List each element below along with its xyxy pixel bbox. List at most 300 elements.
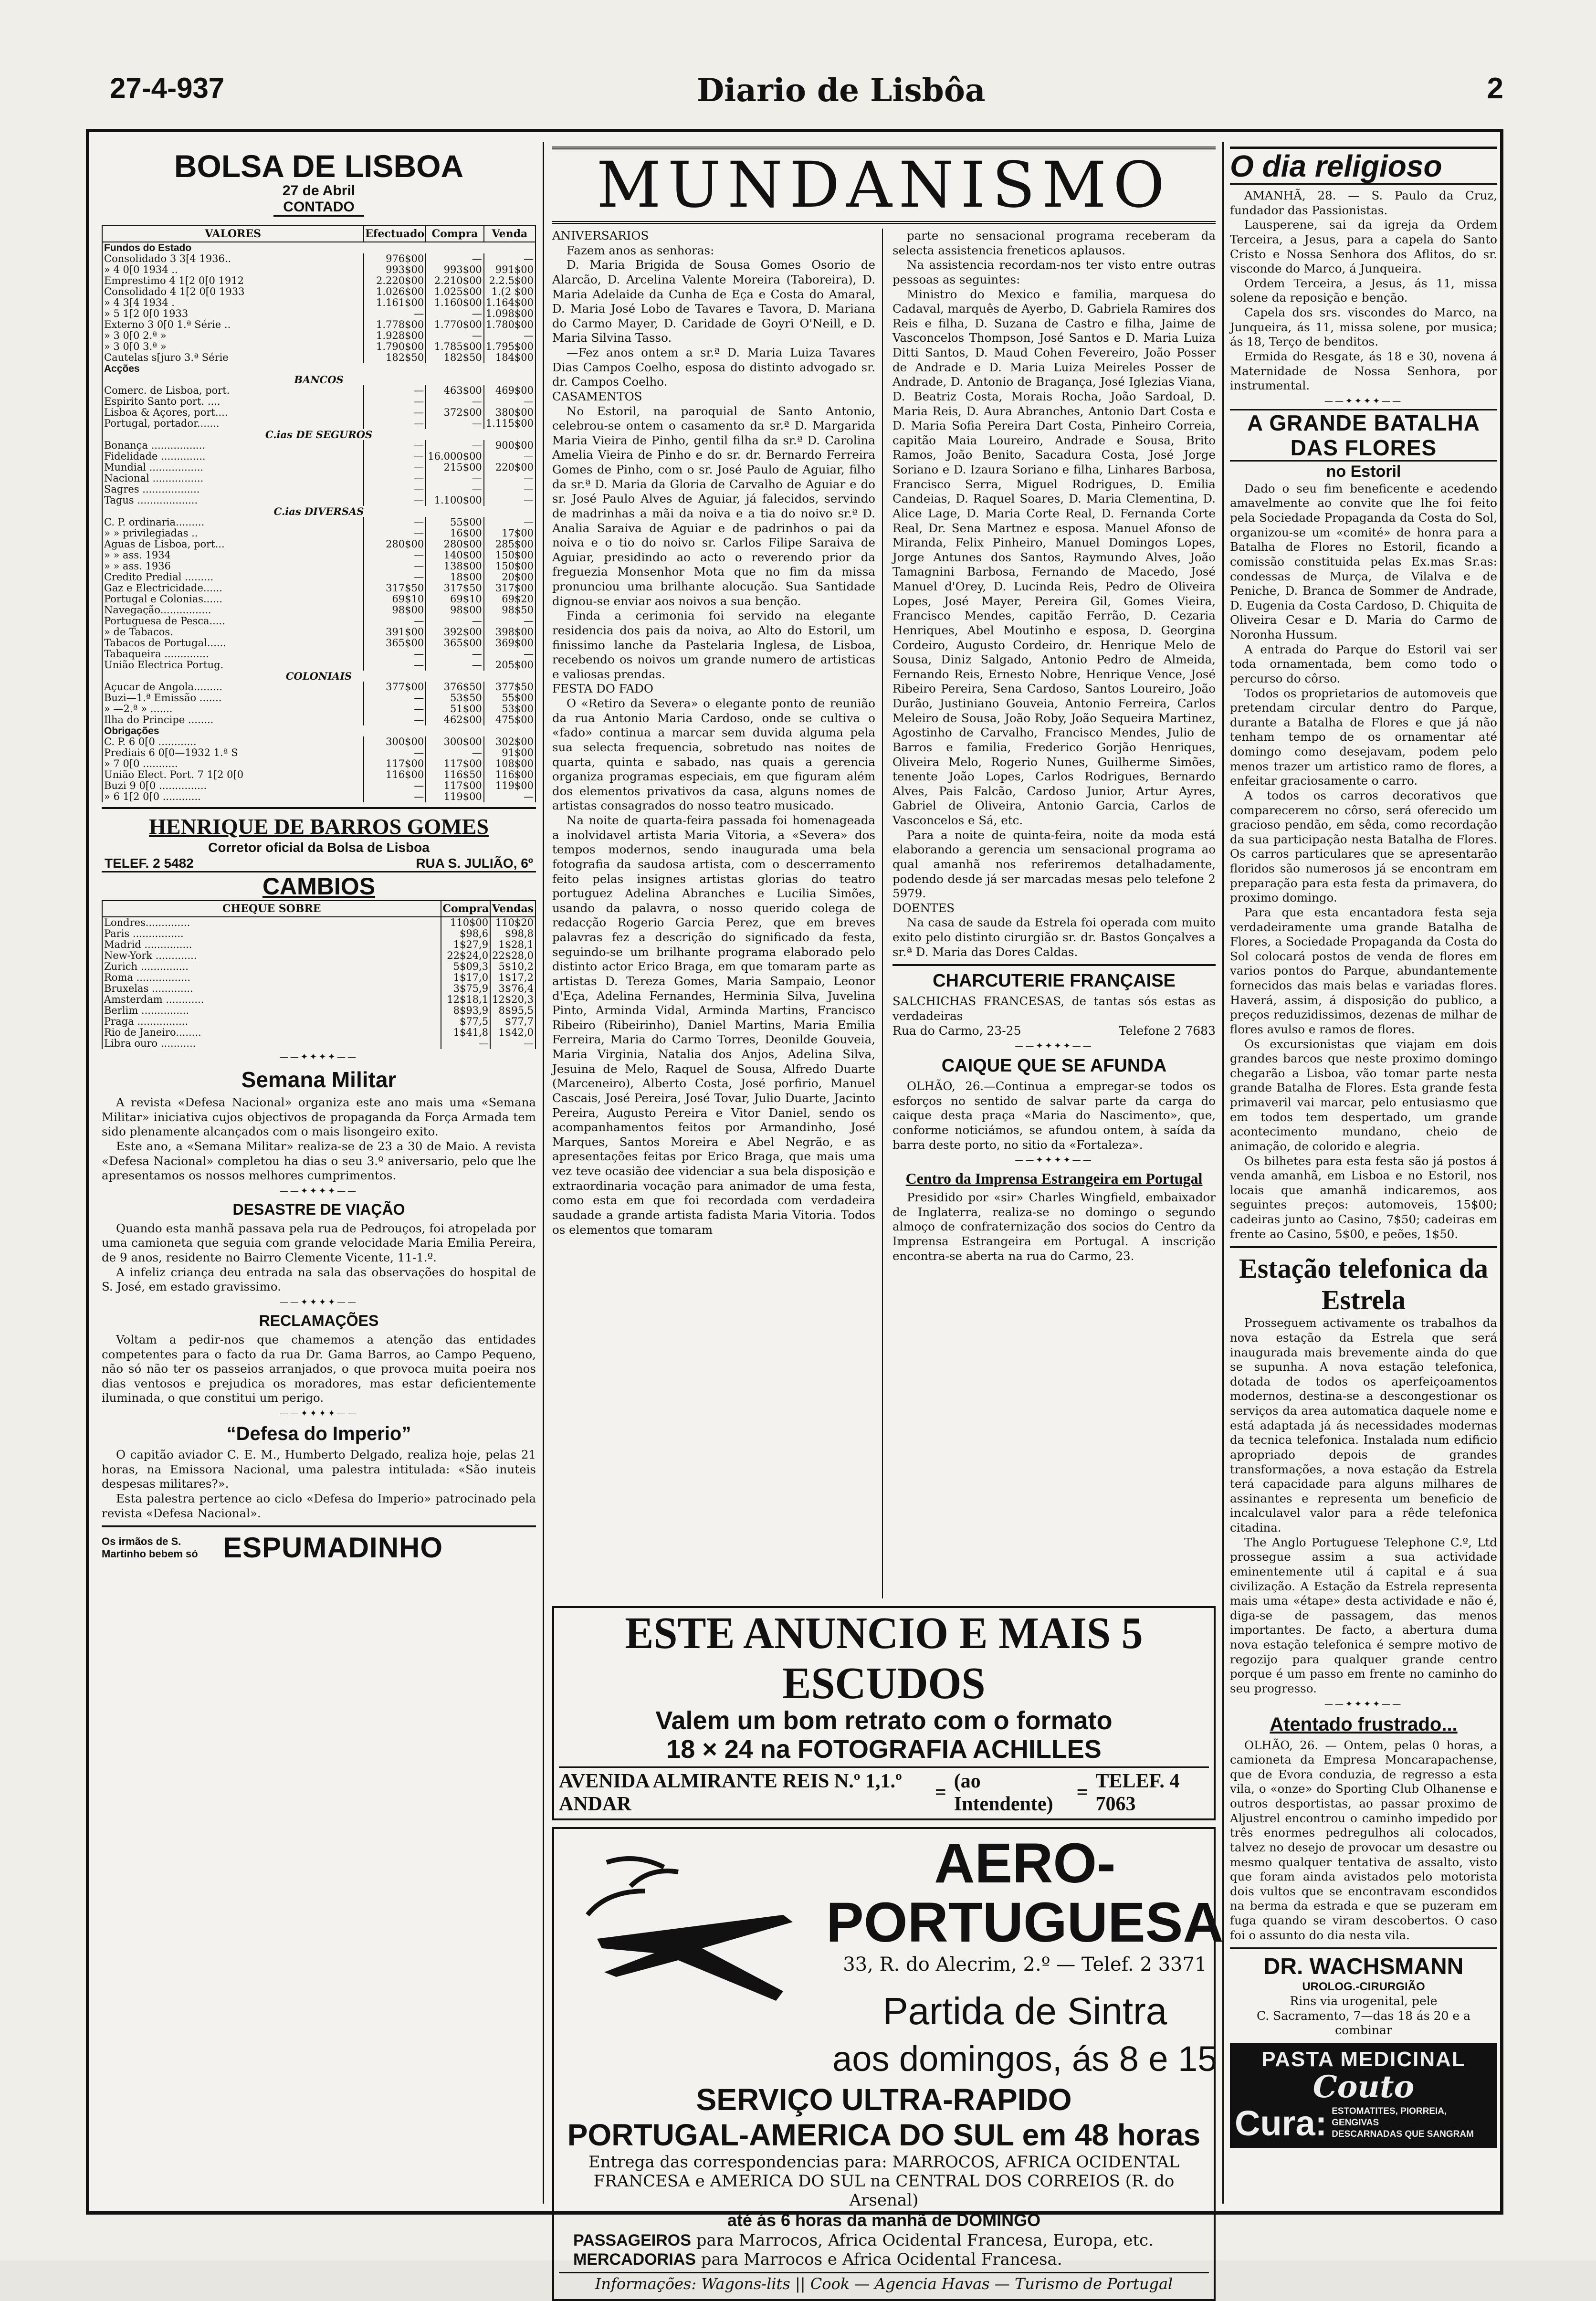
bolsa-kind: CONTADO (273, 199, 364, 217)
table-cell: — (484, 330, 536, 341)
table-cell: 365$00 (364, 638, 426, 649)
table-cell: Zurich ............... (102, 961, 441, 972)
religioso-body (1230, 189, 1497, 393)
bolsa-title: BOLSA DE LISBOA (174, 148, 464, 184)
bolsa-group-name: COLONIAIS (102, 671, 536, 682)
table-cell: — (364, 561, 426, 572)
table-cell: Amsterdam ............ (102, 994, 441, 1005)
article-paragraph: Para a noite de quinta-feira, noite da moda está elaborando a gerencia um sensacional programa ao qual amanhã nos referiremos detalhadamente, podendo desde já ser marcadas mesas pelo telefone 2 5979. (892, 828, 1216, 901)
aero-name: AERO-PORTUGUESA (826, 1832, 1224, 1954)
centro-title: Centro da Imprensa Estrangeira em Portugal (905, 1170, 1203, 1187)
table-cell: C. P. 6 0[0 ............ (102, 736, 364, 747)
airplane-icon (559, 1834, 826, 2058)
semana-title: Semana Militar (241, 1067, 397, 1092)
table-cell: 53$50 (426, 693, 484, 704)
table-cell: — (484, 616, 536, 627)
table-row (102, 747, 536, 758)
table-cell: 22$28,0 (490, 950, 536, 961)
table-cell: » » privilegiadas .. (102, 528, 364, 539)
column-right: O dia religioso AMANHÃ, 28. — S. Paulo da Cruz, fundador das Passionistas. Lausperene, sai da igreja da Ordem Terceira, a Jesus, para a capela do Santo Cristo e Nossa Senhora dos Aflitos, do sr. visconde do Marco, á Junqueira. Ordem Terceira, a Jesus, ás 11, missa solene da reposição e benção. Capela dos srs. viscondes do Marco, na Junqueira, ás 11, missa solene, por musica; ás 18, Terço de benditos. Ermida do Resgate, ás 18 e 30, novena á Maternidade de Nossa Senhora, por instrumental. ——✦✦✦✦—— A GRANDE BATALHA DAS FLORES no Estoril Dado o seu fim beneficente e acedendo amavelmente ao convite que lhe foi feito pela Sociedade Propaganda da Costa do Sol, organizou-se um «comité» de honra para a Batalha de Flores no Estoril, ficando a comissão constituida pelas Ex.mas Sr.as: condessas de Murça, de Vilalva e de Peniche, D. Branca de Sommer de Andrade, D. Eugenia da Costa Cardoso, D. Chiquita de Oliveira Cesar e D. Maria do Carmo de Noronha Hussum. A entrada do Parque do Estoril vai ser toda ornamentada, bem como todo o percurso do côrso. Todos os proprietarios de automoveis que pretendam circular dentro do Parque, durante a Batalha de Flores e que já não tenham tempo de os ornamentar até domingo como desejavam, podem pelo menos trazer um artistico ramo de flores, a enfeitar graciosamente o carro. A todos os carros decorativos que comparecerem no côrso, será oferecido um gracioso pendão, em sêda, como recordação da sua participação nesta Batalha de Flores. Os carros particulares que se apresentarão floridos são numerosos já se encontram em preparação para esta festa da primavera, do proximo domingo. Para que esta encantadora festa seja verdadeiramente uma grande Batalha de Flores, a Sociedade Propaganda da Costa do Sol colocará postos de venda de flores em varios pontos do Parque, abundantemente fornecidos das mais belas e variadas flores. Haverá, assim, á disposição do publico, a preços reduzidissimos, dezenas de milhar de flores avulso e ramos de flores. Os excursionistas que viajam em dois grandes barcos que neste proximo domingo chegarão a Lisboa, vão tomar parte nesta grande Batalha de Flores. Esta grande festa primaveril vai marcar, pelo entusiasmo que em todos tem despertado, um grande acontecimento mundano, cheio de animação, de colorido e alegria. Os bilhetes para esta festa são já postos á venda amanhã, em Lisboa e no Estoril, nos locais que amanhã indicaremos, aos seguintes preços: automoveis, 15$00; cadeiras junto ao Casino, 7$50; cadeiras em frente ao Casino, 5$00, e peões, 1$50. Estação telefonica da Estrela Prosseguem activamente os trabalhos da nova estação da Estrela que será inaugurada mais brevemente ainda do que se supunha. A nova estação telefonica, dotada de todos os aperfeiçoamentos modernos, destina-se a descongestionar os serviços da area automatica daquele nome e está adaptada já ás necessidades modernas da tecnica telefonica. Instalada num edificio apropriado depois de grandes transformações, a nova estação da Estrela terá capacidade para alguns milhares de assinantes e representa um beneficio de incalculavel valor para a rêde telefonica citadina. The Anglo Portuguese Telephone C.º, Ltd prossegue assim a sua actividade eminentemente util á capital e á sua civilização. A Estação da Estrela representa mais uma «étape» desta actividade e não é, diga-se de passagem, das menos importantes. De facto, a abertura duma nova estação telefonica é sempre motivo de regozijo para qualquer grande centro porque é um passo em frente no caminho do seu progresso. ——✦✦✦✦—— Atentado frustrado... OLHÃO, 26. — Ontem, pelas 0 horas, a camioneta da Empresa Moncarapachense, que de Evora conduzia, de regresso a esta vila, o «onze» do Sporting Club Olhanense e outros desportistas, ao passar proximo de Aljustrel encontrou o caminho impedido por três enormes pedregulhos ali colocados, talvez no desejo de provocar um desastre ou mesmo qualquer tentativa de assalto, visto que foram ainda avistados pelo motorista dois vultos que se encontravam escondidos na berma da estrada e que se puzeram em fuga quando se viram descobertos. O caso foi o assunto do dia nesta vila. DR. WACHSMANN UROLOG.-CIRURGIÃO Rins via urogenital, pele C. Sacramento, 7—das 18 ás 20 e a combinar PASTA MEDICINAL Couto Cura: ESTOMATITES, PIORREIA, GENGIVAS DESCARNADAS QUE SANGRAM (1230, 147, 1497, 2202)
table-cell: 110$00 (441, 917, 490, 928)
table-cell: 116$00 (484, 769, 536, 780)
table-cell: 55$00 (426, 517, 484, 528)
table-row (102, 396, 536, 407)
henrique-addr: RUA S. JULIÃO, 6º (416, 856, 533, 871)
article-paragraph: Ministro do Mexico e familia, marquesa do Cadaval, marquês de Ayerbo, D. Gabriela Ramires dos Reis e filha, D. Suzana de Castro e filha, Jaime de Vasconcelos Thompson, José Santos e D. Maria Luiza Ditti Santos, D. Maud Cohen Fevereiro, João Posser de Andrade e D. Maria Luiza Meireles Posser de Andrade, D. Antonio de Bragança, José Iglezias Viana, D. Beatriz Costa, Morais Rocha, João Sardoal, D. Maria Reis, D. Aura Abranches, Antonio Dart Costa e D. Maria Sofia Pereira Dart Costa, Pinheiro Correia, capitão Maia Loureiro, Andrade e Sousa, Brito Ramos, João Benito, Sacadura Costa, José Jorge Soriano e D. Izaura Soriano e filha, Linhares Barbosa, Francisco Serra, Miguel Rodrigues, D. Emilia Candeias, D. Raquel Soares, D. Maria Clementina, D. Alice Lage, D. Maria Corte Real, D. Fernanda Corte Real, Dr. Sena Martnez e esposa. Manuel Afonso de Miranda, Felix Pinheiro, Manuel Domingos Lopes, Jorge Antunes dos Santos, Raymundo Alves, João Tamagnini Barbosa, Fernando de Macedo, José Manuel d'Orey, D. Lucinda Reis, Pedro de Oliveira Lopes, José Mayer, Pereira Gil, Gomes Vieira, Francisco Mendes, capitão Ferrão, D. Cezaria Henriques, Abel Moutinho e esposa, D. Georgina Cordeiro, Augusto Cordeiro, dr. Henrique Melo de Sousa, Diniz Salgado, Antonio Pedro de Almeida, Fernando Reis, Ernesto Nobre, Henrique Vence, José Ribeiro Pereira, Sena Cardoso, Santos Loureiro, João Durão, Justiniano Gouveia, Antonio Ferreira, Carlos Meleiro de Sousa, João Roby, João Sequeira Martinez, Agostinho de Carvalho, Francisco Mendes, Julio de Barros e familia, Frederico Gorjão Henriques, Oliveira Melo, Rogerio Nunes, Guilherme Simões, tenente João Lopes, Carlos Rodrigues, Bernardo Alves, Pais Falcão, Cardoso Junior, Artur Ayres, Gabriel de Oliveira, Antonio Garcia, Carlos de Vasconcelos e Sá, etc. (892, 287, 1216, 827)
table-cell: Buzi 9 0[0 ............... (102, 780, 364, 791)
reclamacoes-title: RECLAMAÇÕES (259, 1312, 379, 1329)
table-cell: 398$00 (484, 627, 536, 638)
centro-text: Presidido por «sir» Charles Wingfield, embaixador de Inglaterra, realiza-se no domingo o segundo almoço de confraternização dos socios do Centro da Imprensa Estrangeira em Portugal. A inscrição encontra-se aberta na rua do Carmo, 23. (892, 1190, 1216, 1263)
table-row (102, 451, 536, 462)
table-cell: — (484, 649, 536, 660)
table-row (102, 660, 536, 671)
table-cell: — (364, 407, 426, 418)
table-row (102, 983, 536, 994)
article-paragraph: Os excursionistas que viajam em dois grandes barcos que neste proximo domingo chegarão a Lisboa, vão tomar parte nesta grande Batalha de Flores. Esta grande festa primaveril vai marcar, pelo entusiasmo que em todos tem despertado, um grande acontecimento mundano, cheio de animação, de colorido e alegria. (1230, 1037, 1497, 1153)
table-cell: 138$00 (426, 561, 484, 572)
batalha-sub: no Estoril (1326, 462, 1401, 481)
table-cell: 140$00 (426, 550, 484, 561)
pasta-cura: Cura: (1235, 2103, 1327, 2143)
table-row (102, 385, 536, 396)
table-row (102, 572, 536, 583)
table-cell: 462$00 (426, 714, 484, 725)
table-cell: — (426, 473, 484, 484)
table-cell: — (364, 714, 426, 725)
table-cell: » —2.ª » ....... (102, 704, 364, 714)
table-row (102, 928, 536, 939)
article-paragraph: Fazem anos as senhoras: (567, 243, 714, 257)
table-cell: Mundial ................. (102, 462, 364, 473)
table-cell: Comerc. de Lisboa, port. (102, 385, 364, 396)
table-row (102, 961, 536, 972)
table-cell: — (426, 418, 484, 429)
table-cell: 17$00 (484, 528, 536, 539)
table-cell: 5$09,3 (441, 961, 490, 972)
table-cell: Sagres .................. (102, 484, 364, 495)
aero-route: PORTUGAL-AMERICA DO SUL em 48 horas (567, 2118, 1201, 2152)
table-row (102, 418, 536, 429)
table-cell: » 4 3[4 1934 . (102, 297, 364, 308)
bolsa-group-name: C.ias DE SEGUROS (102, 429, 536, 440)
desastre-text: Quando esta manhã passava pela rua de Pedrouços, foi atropelada por uma camioneta que seguia com grande velocidade Maria Emilia Pereira, de 9 anos, residente no Bairro Clemente Vicente, 11-1.º. (102, 1221, 536, 1264)
table-cell: » 7 0[0 ........... (102, 758, 364, 769)
table-cell: — (364, 308, 426, 319)
table-row (102, 583, 536, 594)
achilles-addr: AVENIDA ALMIRANTE REIS N.º 1,1.º ANDAR (559, 1770, 902, 1815)
table-cell: Portugal, portador....... (102, 418, 364, 429)
table-row (102, 682, 536, 693)
table-cell: 475$00 (484, 714, 536, 725)
table-cell: — (364, 385, 426, 396)
table-row (102, 1005, 536, 1016)
espumadinho-lead: Os irmãos de S. Martinho bebem só (102, 1535, 198, 1560)
table-cell: União Electrica Portug. (102, 660, 364, 671)
table-cell: 2.220$00 (364, 275, 426, 286)
table-cell: — (484, 473, 536, 484)
table-row (102, 319, 536, 330)
table-cell: — (364, 418, 426, 429)
achilles-tel: TELEF. 4 7063 (1095, 1770, 1180, 1815)
table-cell: 110$20 (490, 917, 536, 928)
table-row (102, 528, 536, 539)
espumadinho-brand: ESPUMADINHO (223, 1532, 443, 1564)
table-cell: 317$00 (484, 583, 536, 594)
bolsa-date: 27 de Abril (282, 183, 356, 199)
table-cell: 976$00 (364, 253, 426, 264)
table-cell: 215$00 (426, 462, 484, 473)
aero-service: SERVIÇO ULTRA-RAPIDO (696, 2082, 1072, 2117)
table-cell: — (426, 649, 484, 660)
article-paragraph: Ordem Terceira, a Jesus, ás 11, missa solene da reposição e benção. (1230, 276, 1497, 305)
table-cell: Emprestimo 4 1[2 0[0 1912 (102, 275, 364, 286)
table-cell: 1.770$00 (426, 319, 484, 330)
table-row (102, 758, 536, 769)
article-paragraph: AMANHÃ, 28. — S. Paulo da Cruz, fundador das Passionistas. (1230, 189, 1497, 217)
table-row (102, 972, 536, 983)
bolsa-col-header: Compra (426, 226, 484, 242)
table-cell: 51$00 (426, 704, 484, 714)
table-row (102, 605, 536, 616)
table-cell: 377$50 (484, 682, 536, 693)
table-cell: — (490, 1038, 536, 1049)
article-paragraph: Para que esta encantadora festa seja verdadeiramente uma grande Batalha de Flores, a Sociedade Propaganda da Costa do Sol colocará postos de venda de flores em varios pontos do Parque, abundantemente fornecidos das mais belas e variadas flores. Haverá, assim, á disposição do publico, a preços reduzidissimos, dezenas de milhar de flores avulso e ramos de flores. (1230, 905, 1497, 1036)
table-cell: 1.(2 $00 (484, 286, 536, 297)
article-paragraph: Os bilhetes para esta festa são já postos á venda amanhã, em Lisboa e no Estoril, nos locais que amanhã indicaremos, aos seguintes preços: automoveis, 15$00; cadeiras junto ao Casino, 7$50; cadeiras em frente ao Casino, 5$00, e peões, 1$50. (1230, 1154, 1497, 1241)
table-cell: — (484, 495, 536, 506)
table-cell: — (364, 649, 426, 660)
achilles-note: (ao Intendente) (954, 1770, 1053, 1815)
table-row (102, 286, 536, 297)
table-cell: 16.000$00 (426, 451, 484, 462)
table-cell: — (426, 253, 484, 264)
achilles-ad: ESTE ANUNCIO E MAIS 5 ESCUDOS Valem um bom retrato com o formato 18 × 24 na FOTOGRAFIA ACHILLES AVENIDA ALMIRANTE REIS N.º 1,1.º ANDAR = (ao Intendente) = TELEF. 4 7063 (552, 1606, 1216, 1820)
desastre-title: DESASTRE DE VIAÇÃO (232, 1200, 405, 1218)
table-row (102, 1016, 536, 1027)
wachsmann-l2: C. Sacramento, 7—das 18 ás 20 e a combinar (1256, 2008, 1471, 2038)
table-cell: Bruxelas ............. (102, 983, 441, 994)
table-cell: 5$10,2 (490, 961, 536, 972)
article-paragraph: Prosseguem activamente os trabalhos da nova estação da Estrela que será inaugurada mais brevemente ainda do que se supunha. A nova estação telefonica, dotada de todos os aperfeiçoamentos modernos, destina-se a descongestionar os serviços da area automatica daquele nome e está adaptada já ás necessidades modernas da tecnica telefonica. Instalada num edificio apropriado depois de grandes transformações, a nova estação da Estrela terá capacidade para alguns milhares de assinantes e representa um beneficio de incalculavel valor para a rêde telefonica citadina. (1230, 1316, 1497, 1534)
article-subhead: FESTA DO FADO (552, 682, 653, 696)
table-cell: — (426, 440, 484, 451)
aero-info: Informações: Wagons-lits || Cook — Agencia Havas — Turismo de Portugal (559, 2272, 1209, 2294)
table-cell: 1.795$00 (484, 341, 536, 352)
table-cell: 69$10 (426, 594, 484, 605)
article-paragraph: —Fez anos ontem a sr.ª D. Maria Luiza Tavares Dias Campos Coelho, esposa do distinto advogado sr. dr. Campos Coelho. (552, 346, 875, 389)
column-left: BOLSA DE LISBOA 27 de Abril CONTADO VALORES Efectuado Compra Venda Fundos do Estado Consolidado 3 3[4 1936.. 976$00 — — » 4 0[0 1934 .. 993$00 993$00 991$00 Emprestimo 4 1[2 0[0 1912 2.220$00 2.210$00 2.2.5$00 Consolidado 4 1[2 0[0 1933 1.026$00 1.025$00 1.(2 $00 » 4 3[4 1934 . 1.161$00 1.160$00 1.164$00 » 5 1[2 0[0 1933 — — 1.098$00 Externo 3 0[0 1.ª Série .. 1.778$00 1.770$00 1.780$00 » 3 0[0 2.ª » 1.928$00 — — » 3 0[0 3.ª » 1.790$00 1.785$00 1.795$00 Cautelas s[juro 3.ª Série 182$50 182$50 184$00 Acções BANCOS Comerc. de Lisboa, port. — 463$00 469$00 Espirito Santo port. .... — — — Lisboa & Açores, port.... — 372$00 380$00 Portugal, portador....... — — 1.115$00 C.ias DE SEGUROS Bonança ................. — — 900$00 Fidelidade .............. — 16.000$00 — Mundial ................. — 215$00 220$00 Nacional ................ — — — Sagres .................. — — — Tagus ................... — 1.100$00 — C.ias DIVERSAS C. P. ordinaria......... — 55$00 — » » privilegiadas .. — 16$00 17$00 Aguas de Lisboa, port... 280$00 280$00 285$00 » » ass. 1934 — 140$00 150$00 » » ass. 1936 — 138$00 150$00 Credito Predial ......... — 18$00 20$00 Gaz e Electricidade...... 317$50 317$50 317$00 Portugal e Colonias...... 69$10 69$10 69$20 Navegação................ 98$00 98$00 98$50 Portuguesa de Pesca..... — — — » de Tabacos. 391$00 392$00 398$00 Tabacos de Portugal...... 365$00 365$00 369$00 Tabaqueira .............. — — — União Electrica Portug. — — 205$00 COLONIAIS Açucar de Angola......... 377$00 376$50 377$50 Buzi—1.ª Emissão ....... — 53$50 55$00 » —2.ª » ....... — 51$00 53$00 Ilha do Principe ........ — 462$00 475$00 Obrigações C. P. 6 0[0 ............ 300$00 300$00 302$00 Prediais 6 0[0—1932 1.ª S — — 91$00 » 7 0[0 ........... 117$00 117$00 108$00 União Elect. Port. 7 1[2 0[0 116$00 116$50 116$00 Buzi 9 0[0 ............... — 117$00 119$00 » 6 1[2 0[0 ............ — 119$00 — HENRIQUE DE BARROS GOMES Corretor oficial da Bolsa de Lisboa TELEF. 2 5482 RUA S. JULIÃO, 6º CAMBIOS CHEQUE SOBRE Compra Vendas Londres.............. 110$00 110$20 Paris ................ $98,6 $98,8 Madrid ............... 1$27,9 1$28,1 New-York ............. 22$24,0 22$28,0 Zurich ............... 5$09,3 5$10,2 Roma ................. 1$17,0 1$17,2 Bruxelas ............. 3$75,9 3$76,4 Amsterdam ............ 12$18,1 12$20,3 Berlim ............... 8$93,9 8$95,5 Praga ................ $77,5 $77,7 Rio de Janeiro........ 1$41,8 1$42,0 Libra ouro ........... — — ——✦✦✦✦—— Semana Militar A revista «Defesa Nacional» organiza este ano mais uma «Semana Militar» iniciativa cujos objectivos de propaganda da Força Armada tem sido plenamente alcançados com o mais lisongeiro exito. Este ano, a «Semana Militar» realiza-se de 23 a 30 de Maio. A revista «Defesa Nacional» completou ha dias o seu 3.º aniversario, pelo que lhe apresentamos os nossos melhores cumprimentos. ——✦✦✦✦—— DESASTRE DE VIAÇÃO Quando esta manhã passava pela rua de Pedrouços, foi atropelada por uma camioneta que seguia com grande velocidade Maria Emilia Pereira, de 9 anos, residente no Bairro Clemente Vicente, 11-1.º. A infeliz criança deu entrada na sala das observações do hospital de S. José, em estado gravissimo. ——✦✦✦✦—— RECLAMAÇÕES Voltam a pedir-nos que chamemos a atenção das entidades competentes para o facto da rua Dr. Gama Barros, ao Campo Pequeno, não só não ter os passeios arranjados, o que provoca muita poeira nos dias ventosos e prejudica os moradores, mas estar deficientemente iluminada, o que constitui um perigo. ——✦✦✦✦—— “Defesa do Imperio” O capitão aviador C. E. M., Humberto Delgado, realiza hoje, pelas 21 horas, na Emissora Nacional, uma palestra intitulada: «São inuteis despesas militares?». Esta palestra pertence ao ciclo «Defesa do Imperio» patrocinado pela revista «Defesa Nacional». Os irmãos de S. Martinho bebem só ESPUMADINHO (102, 148, 536, 1564)
table-cell: — (484, 396, 536, 407)
table-cell: 1.025$00 (426, 286, 484, 297)
table-cell: — (426, 747, 484, 758)
article-paragraph: Na assistencia recordam-nos ter visto entre outras pessoas as seguintes: (892, 258, 1216, 286)
table-cell: — (484, 517, 536, 528)
table-cell: 365$00 (426, 638, 484, 649)
achilles-line2: 18 × 24 na FOTOGRAFIA ACHILLES (666, 1735, 1102, 1764)
table-cell: — (484, 451, 536, 462)
article-paragraph: Finda a cerimonia foi servido na elegante residencia dos pais da noiva, ao Alto do Estoril, um finissimo lanche da Pastelaria Inglesa, de Lisboa, recebendo os noivos um grande numero de artisticas e valiosas prendas. (552, 609, 875, 681)
table-cell: 12$18,1 (441, 994, 490, 1005)
wachsmann-name: DR. WACHSMANN (1263, 1954, 1464, 1980)
table-cell: 55$00 (484, 693, 536, 704)
table-cell: 1.115$00 (484, 418, 536, 429)
page-number: 2 (1487, 72, 1503, 105)
table-row (102, 638, 536, 649)
table-cell: 1$28,1 (490, 939, 536, 950)
bolsa-group (102, 725, 536, 736)
aero-p1: Entrega das correspondencias para: MARROCOS, AFRICA OCIDENTAL FRANCESA e AMERICA DO SUL na CENTRAL DOS CORREIOS (R. do Arsenal) (588, 2153, 1180, 2210)
bolsa-group-name: BANCOS (102, 374, 536, 385)
table-row (102, 484, 536, 495)
atentado-text: OLHÃO, 26. — Ontem, pelas 0 horas, a camioneta da Empresa Moncarapachense, que de Evora conduzia, de regresso a esta vila, o «onze» do Sporting Club Olhanense e outros desportistas, ao passar proximo de Aljustrel encontrou o caminho impedido por três enormes pedregulhos ali colocados, talvez no desejo de provocar um desastre ou mesmo qualquer tentativa de assalto, visto que foram ainda avistados pelo motorista dois vultos que se encontravam escondidos na berma da estrada e que se puzeram em fuga quando se viram descobertos. O caso foi o assunto do dia nesta vila. (1230, 1738, 1497, 1942)
cambios-col-header: Compra (441, 901, 490, 917)
charcuterie-addr: Rua do Carmo, 23-25 (892, 1023, 1021, 1038)
table-cell: — (426, 660, 484, 671)
table-cell: — (364, 528, 426, 539)
table-cell: 18$00 (426, 572, 484, 583)
table-cell: 182$50 (364, 352, 426, 363)
wachsmann-sub: UROLOG.-CIRURGIÃO (1302, 1980, 1425, 1994)
table-cell: Madrid ............... (102, 939, 441, 950)
table-cell: — (364, 473, 426, 484)
table-cell: Portugal e Colonias...... (102, 594, 364, 605)
table-row (102, 649, 536, 660)
table-cell: — (426, 308, 484, 319)
table-row (102, 1027, 536, 1038)
table-cell: Espirito Santo port. .... (102, 396, 364, 407)
defesa-text: O capitão aviador C. E. M., Humberto Delgado, realiza hoje, pelas 21 horas, na Emissora Nacional, uma palestra intitulada: «São inuteis despesas militares?». (102, 1448, 536, 1491)
pasta-l1: ESTOMATITES, PIORREIA, GENGIVAS (1332, 2106, 1447, 2128)
henrique-tel: TELEF. 2 5482 (105, 856, 194, 871)
table-row (102, 462, 536, 473)
cambios-col-header: CHEQUE SOBRE (102, 901, 441, 917)
table-row (102, 308, 536, 319)
table-cell: Prediais 6 0[0—1932 1.ª S (102, 747, 364, 758)
table-cell: Tagus ................... (102, 495, 364, 506)
cambios-col-header: Vendas (490, 901, 536, 917)
cambios-title: CAMBIOS (262, 873, 376, 900)
mundanismo-right-col: parte no sensacional programa receberam da selecta assistencia freneticos aplausos. Na assistencia recordam-nos ter visto entre outras pessoas as seguintes: Ministro do Mexico e familia, marquesa do Cadaval, marquês de Ayerbo, D. Gabriela Ramires dos Reis e filha, D. Suzana de Castro e filha, Jaime de Vasconcelos Thompson, José Santos e D. Maria Luiza Ditti Santos, D. Maud Cohen Fevereiro, João Posser de Andrade e D. Maria Luiza Meireles Posser de Andrade, D. Antonio de Bragança, José Iglezias Viana, D. Beatriz Costa, Morais Rocha, João Sardoal, D. Maria Reis, D. Aura Abranches, Antonio Dart Costa e D. Maria Sofia Pereira Dart Costa, Pinheiro Correia, capitão Maia Loureiro, Andrade e Sousa, Brito Ramos, João Benito, Sacadura Costa, José Jorge Soriano e D. Izaura Soriano e filha, Linhares Barbosa, Francisco Serra, Miguel Rodrigues, D. Emilia Candeias, D. Raquel Soares, D. Maria Clementina, D. Alice Lage, D. Maria Corte Real, D. Fernanda Corte Real, Dr. Sena Martnez e esposa. Manuel Afonso de Miranda, Felix Pinheiro, Manuel Domingos Lopes, Jorge Antunes dos Santos, Raymundo Alves, João Tamagnini Barbosa, Fernando de Macedo, José Manuel d'Orey, D. Lucinda Reis, Pedro de Oliveira Lopes, José Mayer, Pereira Gil, Gomes Vieira, Francisco Mendes, capitão Ferrão, D. Cezaria Henriques, Abel Moutinho e esposa, D. Georgina Cordeiro, Augusto Cordeiro, dr. Henrique Melo de Sousa, Diniz Salgado, Antonio Pedro de Almeida, Fernando Reis, Ernesto Nobre, Henrique Vence, José Ribeiro Pereira, Sena Cardoso, Santos Loureiro, João Durão, Justiniano Gouveia, Antonio Ferreira, Carlos Meleiro de Sousa, João Roby, João Sequeira Martinez, Agostinho de Carvalho, Francisco Mendes, Julio de Barros e familia, Frederico Gorjão Henriques, Oliveira Melo, Rogerio Nunes, Guilherme Simões, tenente João Lopes, Carlos Rodrigues, Bernardo Alves, Pais Falcão, Cardoso Junior, Artur Ayres, Gabriel de Oliveira, Antonio Garcia, Carlos de Vasconcelos e Sá, etc. Para a noite de quinta-feira, noite da moda está elaborando a gerencia um sensacional programa ao qual amanhã nos referiremos detalhadamente, podendo desde já ser marcadas mesas pelo telefone 2 5979. DOENTES Na casa de saude da Estrela foi operada com muito exito pelo distinto cirurgião sr. dr. Bastos Gonçalves a sr.ª D. Maria das Dores Caldas. CHARCUTERIE FRANÇAISE SALCHICHAS FRANCESAS, de tantas sós estas as verdadeiras Rua do Carmo, 23-25 Telefone 2 7683 ——✦✦✦✦—— CAIQUE QUE SE AFUNDA OLHÃO, 26.—Continua a empregar-se todos os esforços no sentido de salvar parte da carga do caique desta praça «Maria do Nascimento», que, conforme noticiámos, se afundou ontem, à saída da barra deste porto, no sitio da «Fortaleza». ——✦✦✦✦—— Centro da Imprensa Estrangeira em Portugal Presidido por «sir» Charles Wingfield, embaixador de Inglaterra, realiza-se no domingo o segundo almoço de confraternização dos socios do Centro da Imprensa Estrangeira em Portugal. A inscrição encontra-se aberta na rua do Carmo, 23. (892, 229, 1216, 1263)
table-cell: 1$41,8 (441, 1027, 490, 1038)
table-row (102, 1038, 536, 1049)
table-row (102, 950, 536, 961)
table-cell: — (364, 693, 426, 704)
table-cell: 302$00 (484, 736, 536, 747)
table-cell: 317$50 (364, 583, 426, 594)
bolsa-col-header: Venda (484, 226, 536, 242)
table-cell: Roma ................. (102, 972, 441, 983)
table-cell: 1.098$00 (484, 308, 536, 319)
table-row (102, 693, 536, 704)
table-cell: 1.100$00 (426, 495, 484, 506)
article-paragraph: O «Retiro da Severa» o elegante ponto de reunião da rua Antonio Maria Cardoso, onde se cultiva o «fado» continua a marcar sem duvida alguma pela sua selecta frequencia, sobretudo nas noites de quarta, quinta e sabado, nas quais a gerencia organiza programas especiais, em que figuram além dos elementos privativos da casa, alguns nomes de artistas consagrados do nosso teatro musicado. (552, 696, 875, 813)
article-paragraph: The Anglo Portuguese Telephone C.º, Ltd prossegue assim a sua actividade eminentemente util á capital e á sua civilização. A Estação da Estrela representa mais uma «étape» desta actividade e não é, diga-se de passagem, das menos importantes. De facto, a abertura duma nova estação telefonica é sempre motivo de regozijo para qualquer grande centro porque é um passo em frente no caminho do seu progresso. (1230, 1535, 1497, 1695)
table-cell: » » ass. 1934 (102, 550, 364, 561)
bolsa-group-name: Obrigações (102, 725, 536, 736)
table-cell: 69$10 (364, 594, 426, 605)
table-cell: — (426, 396, 484, 407)
aero-p4a: MERCADORIAS (573, 2250, 696, 2269)
table-cell: 300$00 (364, 736, 426, 747)
article-paragraph: Ermida do Resgate, ás 18 e 30, novena á Maternidade de Nossa Senhora, por instrumental. (1230, 349, 1497, 393)
page-header (110, 72, 1503, 124)
article-paragraph: D. Maria Brigida de Sousa Gomes Osorio de Alarcão, D. Arcelina Valente Moreira (Taboreira), D. Maria Adelaide da Cunha de Eça e Costa do Amaral, D. Maria José Lobo de Tavares e Tavora, D. Mariana do Carmo Mayer, D. Caridade de Goyri O'Neill, e D. Maria Silvina Tasso. (552, 258, 875, 345)
table-cell: 1$17,2 (490, 972, 536, 983)
defesa-text2: Esta palestra pertence ao ciclo «Defesa do Imperio» patrocinado pela revista «Defesa Nacional». (102, 1491, 536, 1520)
semana-text: A revista «Defesa Nacional» organiza este ano mais uma «Semana Militar» iniciativa cujos objectivos de propaganda da Força Armada tem sido plenamente alcançados com o mais lisongeiro exito. (102, 1095, 536, 1139)
table-cell: — (484, 484, 536, 495)
wachsmann-l1: Rins via urogenital, pele (1290, 1994, 1438, 2008)
table-cell: 91$00 (484, 747, 536, 758)
table-row (102, 264, 536, 275)
table-row (102, 330, 536, 341)
table-row (102, 253, 536, 264)
table-cell: 205$00 (484, 660, 536, 671)
table-cell: Londres.............. (102, 917, 441, 928)
caique-text: OLHÃO, 26.—Continua a empregar-se todos os esforços no sentido de salvar parte da carga do caique desta praça «Maria do Nascimento», que, conforme noticiámos, se afundou ontem, à saída da barra deste porto, no sitio da «Fortaleza». (892, 1079, 1216, 1152)
article-subhead: CASAMENTOS (552, 389, 642, 403)
table-cell: 98$00 (426, 605, 484, 616)
aero-p3b: para Marrocos, Africa Ocidental Francesa, Europa, etc. (696, 2231, 1154, 2250)
table-cell: 300$00 (426, 736, 484, 747)
table-row (102, 769, 536, 780)
defesa-title: “Defesa do Imperio” (226, 1423, 411, 1444)
table-cell: 69$20 (484, 594, 536, 605)
table-cell: — (364, 747, 426, 758)
table-cell: 220$00 (484, 462, 536, 473)
table-cell: Consolidado 4 1[2 0[0 1933 (102, 286, 364, 297)
aero-p3a: PASSAGEIROS (573, 2231, 691, 2249)
table-row (102, 736, 536, 747)
table-cell: Consolidado 3 3[4 1936.. (102, 253, 364, 264)
table-row (102, 791, 536, 802)
table-cell: New-York ............. (102, 950, 441, 961)
table-cell: C. P. ordinaria......... (102, 517, 364, 528)
bolsa-group (102, 374, 536, 385)
table-cell: — (364, 704, 426, 714)
table-cell: 98$50 (484, 605, 536, 616)
table-cell: Cautelas s[juro 3.ª Série (102, 352, 364, 363)
table-cell: Nacional ................ (102, 473, 364, 484)
table-cell: Berlim ............... (102, 1005, 441, 1016)
table-cell: 119$00 (484, 780, 536, 791)
table-cell: 22$24,0 (441, 950, 490, 961)
table-cell: 1.161$00 (364, 297, 426, 308)
table-cell: » 3 0[0 2.ª » (102, 330, 364, 341)
aero-line1: Partida de Sintra (882, 1990, 1167, 2032)
charcuterie-title: CHARCUTERIE FRANÇAISE (933, 971, 1176, 991)
table-cell: 1.790$00 (364, 341, 426, 352)
atentado-title: Atentado frustrado... (1270, 1713, 1458, 1735)
table-row (102, 704, 536, 714)
table-row (102, 714, 536, 725)
article-paragraph: A todos os carros decorativos que comparecerem no côrso, será oferecido um gracioso pendão, em sêda, como recordação da sua participação nesta Batalha de Flores. Os carros particulares que se apresentarão floridos são numerosos já se encontram em preparação para esta festa da primavera, do proximo domingo. (1230, 788, 1497, 905)
table-cell: — (441, 1038, 490, 1049)
table-cell: 8$95,5 (490, 1005, 536, 1016)
table-cell: Paris ................ (102, 928, 441, 939)
henrique-name: HENRIQUE DE BARROS GOMES (149, 814, 489, 839)
bolsa-group (102, 506, 536, 517)
table-cell: 119$00 (426, 791, 484, 802)
table-row (102, 517, 536, 528)
table-cell: Lisboa & Açores, port.... (102, 407, 364, 418)
table-cell: Navegação................ (102, 605, 364, 616)
table-cell: Rio de Janeiro........ (102, 1027, 441, 1038)
table-cell: Aguas de Lisboa, port... (102, 539, 364, 550)
table-cell: 280$00 (364, 539, 426, 550)
table-cell: União Elect. Port. 7 1[2 0[0 (102, 769, 364, 780)
table-cell: — (426, 484, 484, 495)
table-cell: 1.026$00 (364, 286, 426, 297)
table-row (102, 275, 536, 286)
table-cell: » 6 1[2 0[0 ............ (102, 791, 364, 802)
table-cell: — (364, 440, 426, 451)
pasta-brand: Couto (1312, 2069, 1415, 2105)
table-cell: Ilha do Principe ........ (102, 714, 364, 725)
bolsa-table (102, 225, 536, 802)
table-cell: Tabacos de Portugal...... (102, 638, 364, 649)
table-cell: 117$00 (426, 758, 484, 769)
aero-line2: aos domingos, ás 8 e 15 (832, 2039, 1218, 2079)
table-cell: 8$93,9 (441, 1005, 490, 1016)
table-cell: — (364, 550, 426, 561)
table-cell: 1$17,0 (441, 972, 490, 983)
table-cell: 117$00 (426, 780, 484, 791)
bolsa-group (102, 363, 536, 374)
table-cell: Externo 3 0[0 1.ª Série .. (102, 319, 364, 330)
table-row (102, 297, 536, 308)
estacao-body (1230, 1316, 1497, 1696)
achilles-line1: Valem um bom retrato com o formato (655, 1706, 1113, 1735)
bolsa-col-header: VALORES (102, 226, 364, 242)
table-cell: 317$50 (426, 583, 484, 594)
issue-date: 27-4-937 (110, 72, 225, 104)
semana-text2: Este ano, a «Semana Militar» realiza-se de 23 a 30 de Maio. A revista «Defesa Nacional» completou ha dias o seu 3.º aniversario, pelo que lhe apresentamos os nossos melhores cumprimentos. (102, 1139, 536, 1183)
pasta-ad (1230, 2043, 1497, 2148)
article-paragraph: No Estoril, na paroquial de Santo Antonio, celebrou-se ontem o casamento da sr.ª D. Margarida Maria Vieira de Pinho, gentil filha da sr.ª D. Carolina Amelia Vieira de Pinho e do sr. dr. Bernardo Ferreira Gomes de Pinho, com o sr. José Paulo de Aguiar, filho da sr.ª D. Maria da Gloria de Carvalho de Aguiar e do sr. José Paulo Alves de Aguiar, já falecidos, servindo de madrinhas a mãi da noiva e a tia do noivo sr.ª D. Analia Saraiva de Aguiar e de padrinhos o pai da noiva e o tio do noivo sr. Carlos Filipe Saraiva de Aguiar, presidindo ao acto o reverendo prior da freguezia Monsenhor Mota que no fim da missa pronunciou uma brilhante alocução. Sua Santidade dignou-se enviar aos noivos a sua benção. (552, 404, 875, 608)
table-cell: Tabaqueira .............. (102, 649, 364, 660)
bolsa-group (102, 429, 536, 440)
table-row (102, 495, 536, 506)
table-cell: Credito Predial ......... (102, 572, 364, 583)
article-paragraph: Capela dos srs. viscondes do Marco, na Junqueira, ás 11, missa solene, por musica; ás 18, Terço de benditos. (1230, 305, 1497, 349)
estacao-title: Estação telefonica da Estrela (1239, 1253, 1488, 1316)
table-row (102, 550, 536, 561)
table-cell: Praga ................ (102, 1016, 441, 1027)
table-row (102, 539, 536, 550)
table-row (102, 440, 536, 451)
table-row (102, 939, 536, 950)
table-cell: » de Tabacos. (102, 627, 364, 638)
aero-ad (552, 1827, 1224, 2301)
table-row (102, 616, 536, 627)
table-cell: 150$00 (484, 561, 536, 572)
table-cell: Libra ouro ........... (102, 1038, 441, 1049)
table-row (102, 594, 536, 605)
table-cell: $77,7 (490, 1016, 536, 1027)
table-cell: 1.928$00 (364, 330, 426, 341)
article-paragraph: parte no sensacional programa receberam da selecta assistencia freneticos aplausos. (892, 229, 1216, 257)
table-cell: — (426, 330, 484, 341)
table-row (102, 780, 536, 791)
table-cell: $98,8 (490, 928, 536, 939)
table-cell: 1$27,9 (441, 939, 490, 950)
table-cell: 993$00 (364, 264, 426, 275)
table-cell: 372$00 (426, 407, 484, 418)
table-cell: 108$00 (484, 758, 536, 769)
table-cell: — (364, 572, 426, 583)
